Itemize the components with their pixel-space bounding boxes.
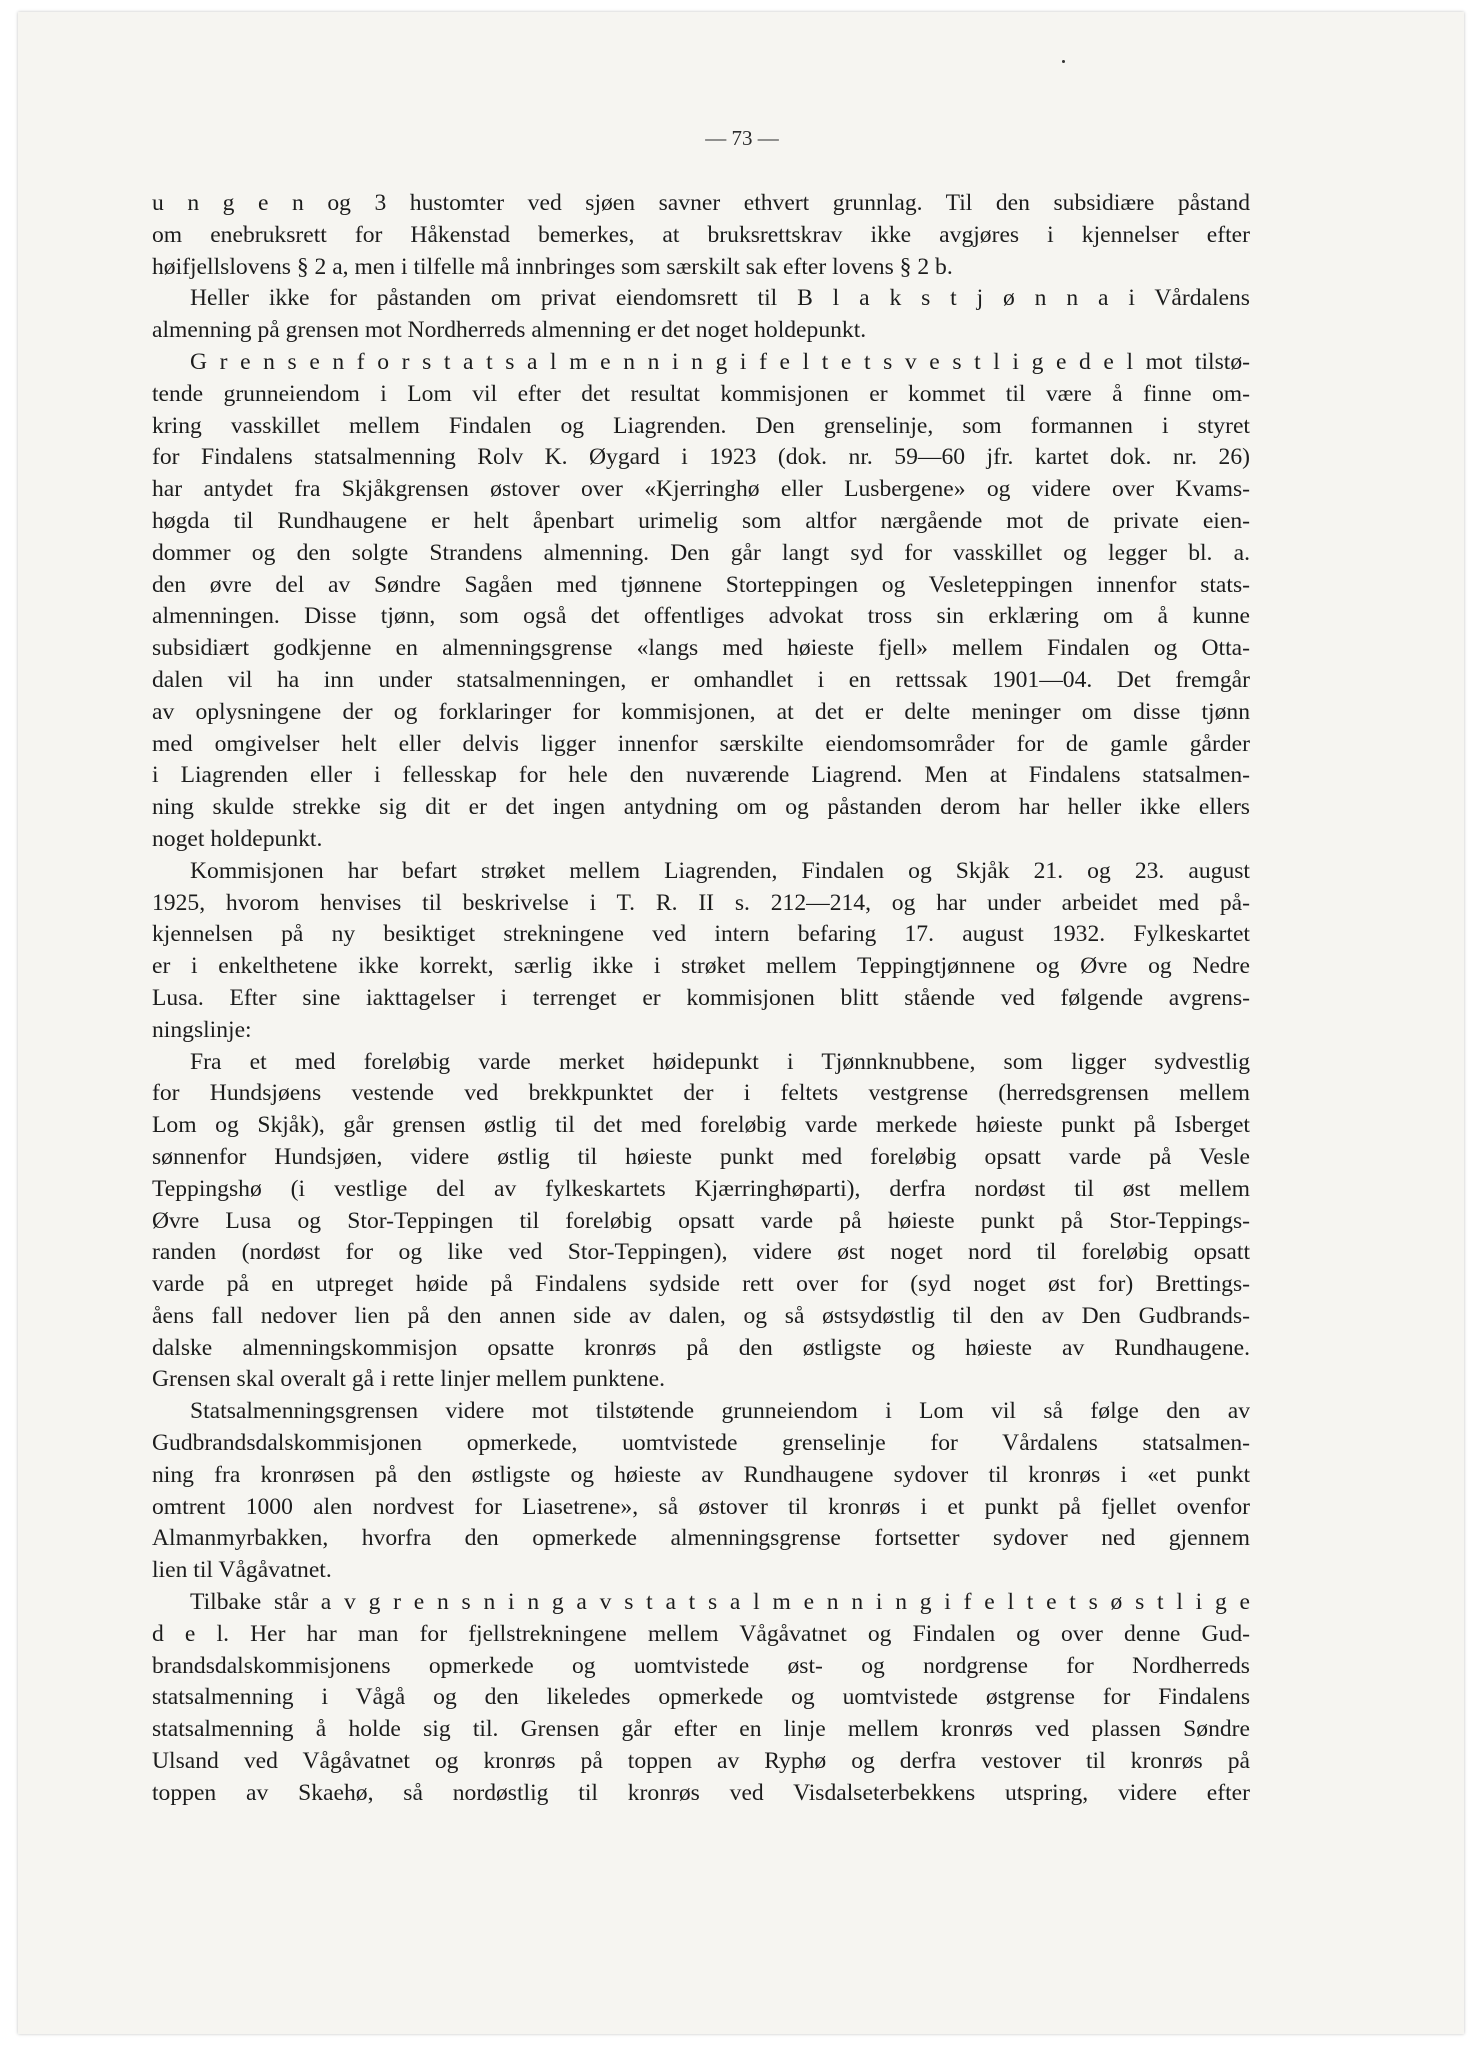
text-line: åens fall nedover lien på den annen side av dalen, og så østsydøstlig til den av Den Gudbrands-: [152, 1302, 1250, 1329]
text-line: dalske almenningskommisjon opsatte kronrøs på den østligste og høieste av Rundhaugene.: [152, 1334, 1250, 1361]
text-line: brandsdalskommisjonens opmerkede og uomtvistede øst- og nordgrense for Nordherreds: [152, 1652, 1250, 1679]
text-line: ning fra kronrøsen på den østligste og høieste av Rundhaugene sydover til kronrøs i «et punkt: [152, 1461, 1250, 1488]
text-line: Heller ikke for påstanden om privat eiendomsrett til B l a k s t j ø n n a i Vårdalens: [190, 285, 1250, 312]
text-line: almenningen. Disse tjønn, som også det offentliges advokat tross sin erklæring om å kunne: [152, 603, 1250, 630]
text-line: for Hundsjøens vestende ved brekkpunktet der i feltets vestgrense (herredsgrensen mellem: [152, 1080, 1250, 1107]
text-line: i Liagrenden eller i fellesskap for hele den nuværende Liagrend. Men at Findalens statsalmen-: [152, 762, 1250, 789]
text-line: kjennelsen på ny besiktiget strekningene ved intern befaring 17. august 1932. Fylkeskartet: [152, 921, 1250, 948]
text-line: med omgivelser helt eller delvis ligger innenfor særskilte eiendomsområder for de gamle gårder: [152, 730, 1250, 757]
text-line: Tilbake står a v g r e n s n i n g a v s t a t s a l m e n n i n g i f e l t e t s ø s t l i g e: [190, 1589, 1250, 1616]
text-line: ningslinje:: [152, 1016, 252, 1043]
text-line: kring vasskillet mellem Findalen og Liagrenden. Den grenselinje, som formannen i styret: [152, 412, 1250, 439]
text-line: 1925, hvorom henvises til beskrivelse i T. R. II s. 212—214, og har under arbeidet med på-: [152, 889, 1250, 916]
page-number: — 73 —: [705, 126, 779, 150]
text-line: G r e n s e n f o r s t a t s a l m e n n i n g i f e l t e t s v e s t l i g e d e l mot tilstø-: [190, 348, 1250, 375]
text-line: Kommisjonen har befart strøket mellem Liagrenden, Findalen og Skjåk 21. og 23. august: [190, 857, 1250, 884]
text-line: Grensen skal overalt gå i rette linjer mellem punktene.: [152, 1366, 665, 1393]
text-line: randen (nordøst for og like ved Stor-Teppingen), videre øst noget nord til foreløbig opsatt: [152, 1239, 1250, 1266]
text-line: er i enkelthetene ikke korrekt, særlig ikke i strøket mellem Teppingtjønnene og Øvre og Nedre: [152, 953, 1250, 980]
text-line: Almanmyrbakken, hvorfra den opmerkede almenningsgrense fortsetter sydover ned gjennem: [152, 1525, 1250, 1552]
text-line: har antydet fra Skjåkgrensen østover over «Kjerringhø eller Lusbergene» og videre over Kvams-: [152, 476, 1250, 503]
text-line: dommer og den solgte Strandens almenning. Den går langt syd for vasskillet og legger bl. a.: [152, 539, 1250, 566]
text-line: Teppingshø (i vestlige del av fylkeskartets Kjærringhøparti), derfra nordøst til øst mellem: [152, 1175, 1250, 1202]
text-line: statsalmenning i Vågå og den likeledes opmerkede og uomtvistede østgrense for Findalens: [152, 1684, 1250, 1711]
document-body: [152, 188, 1250, 1810]
text-line: Gudbrandsdalskommisjonen opmerkede, uomtvistede grenselinje for Vårdalens statsalmen-: [152, 1430, 1250, 1457]
text-line: Statsalmenningsgrensen videre mot tilstøtende grunneiendom i Lom vil så følge den av: [190, 1398, 1250, 1425]
text-line: ning skulde strekke sig dit er det ingen antydning om og påstanden derom har heller ikke ellers: [152, 794, 1250, 821]
text-line: almenning på grensen mot Nordherreds almenning er det noget holdepunkt.: [152, 317, 867, 344]
text-line: omtrent 1000 alen nordvest for Liasetrene», så østover til kronrøs i et punkt på fjellet ovenfor: [152, 1493, 1250, 1520]
text-line: den øvre del av Søndre Sagåen med tjønnene Storteppingen og Vesleteppingen innenfor stats-: [152, 571, 1250, 598]
text-line: sønnenfor Hundsjøen, videre østlig til høieste punkt med foreløbig opsatt varde på Vesle: [152, 1143, 1250, 1170]
text-line: lien til Vågåvatnet.: [152, 1557, 332, 1584]
text-line: u n g e n og 3 hustomter ved sjøen savner ethvert grunnlag. Til den subsidiære påstand: [152, 190, 1250, 216]
text-line: om enebruksrett for Håkenstad bemerkes, at bruksrettskrav ikke avgjøres i kjennelser efter: [152, 221, 1250, 248]
text-line: høgda til Rundhaugene er helt åpenbart urimelig som altfor nærgående mot de private eien-: [152, 507, 1250, 534]
text-line: noget holdepunkt.: [152, 825, 323, 852]
scan-speck: [1062, 60, 1065, 63]
text-line: Øvre Lusa og Stor-Teppingen til foreløbig opsatt varde på høieste punkt på Stor-Teppings-: [152, 1207, 1250, 1234]
text-line: Lusa. Efter sine iakttagelser i terrenget er kommisjonen blitt stående ved følgende avgrens-: [152, 984, 1250, 1011]
text-line: av oplysningene der og forklaringer for kommisjonen, at det er delte meninger om disse tjønn: [152, 698, 1250, 725]
text-line: tende grunneiendom i Lom vil efter det resultat kommisjonen er kommet til være å finne om-: [152, 380, 1250, 407]
text-line: Ulsand ved Vågåvatnet og kronrøs på toppen av Ryphø og derfra vestover til kronrøs på: [152, 1748, 1250, 1775]
text-line: høifjellslovens § 2 a, men i tilfelle må innbringes som særskilt sak efter lovens § 2 b.: [152, 253, 953, 280]
text-line: dalen vil ha inn under statsalmenningen, er omhandlet i en rettssak 1901—04. Det fremgår: [152, 666, 1250, 693]
text-line: subsidiært godkjenne en almenningsgrense «langs med høieste fjell» mellem Findalen og Otta-: [152, 635, 1250, 662]
text-line: for Findalens statsalmenning Rolv K. Øygard i 1923 (dok. nr. 59—60 jfr. kartet dok. nr. 26): [152, 444, 1250, 471]
text-line: Fra et med foreløbig varde merket høidepunkt i Tjønnknubbene, som ligger sydvestlig: [190, 1048, 1250, 1075]
text-line: Lom og Skjåk), går grensen østlig til det med foreløbig varde merkede høieste punkt på Isberget: [152, 1112, 1250, 1139]
text-line: d e l. Her har man for fjellstrekningene mellem Vågåvatnet og Findalen og over denne Gud-: [152, 1620, 1250, 1647]
text-line: varde på en utpreget høide på Findalens sydside rett over for (syd noget øst for) Brettings-: [152, 1271, 1250, 1298]
text-line: statsalmenning å holde sig til. Grensen går efter en linje mellem kronrøs ved plassen Søndre: [152, 1716, 1250, 1743]
text-line: toppen av Skaehø, så nordøstlig til kronrøs ved Visdalseterbekkens utspring, videre efter: [152, 1779, 1250, 1806]
